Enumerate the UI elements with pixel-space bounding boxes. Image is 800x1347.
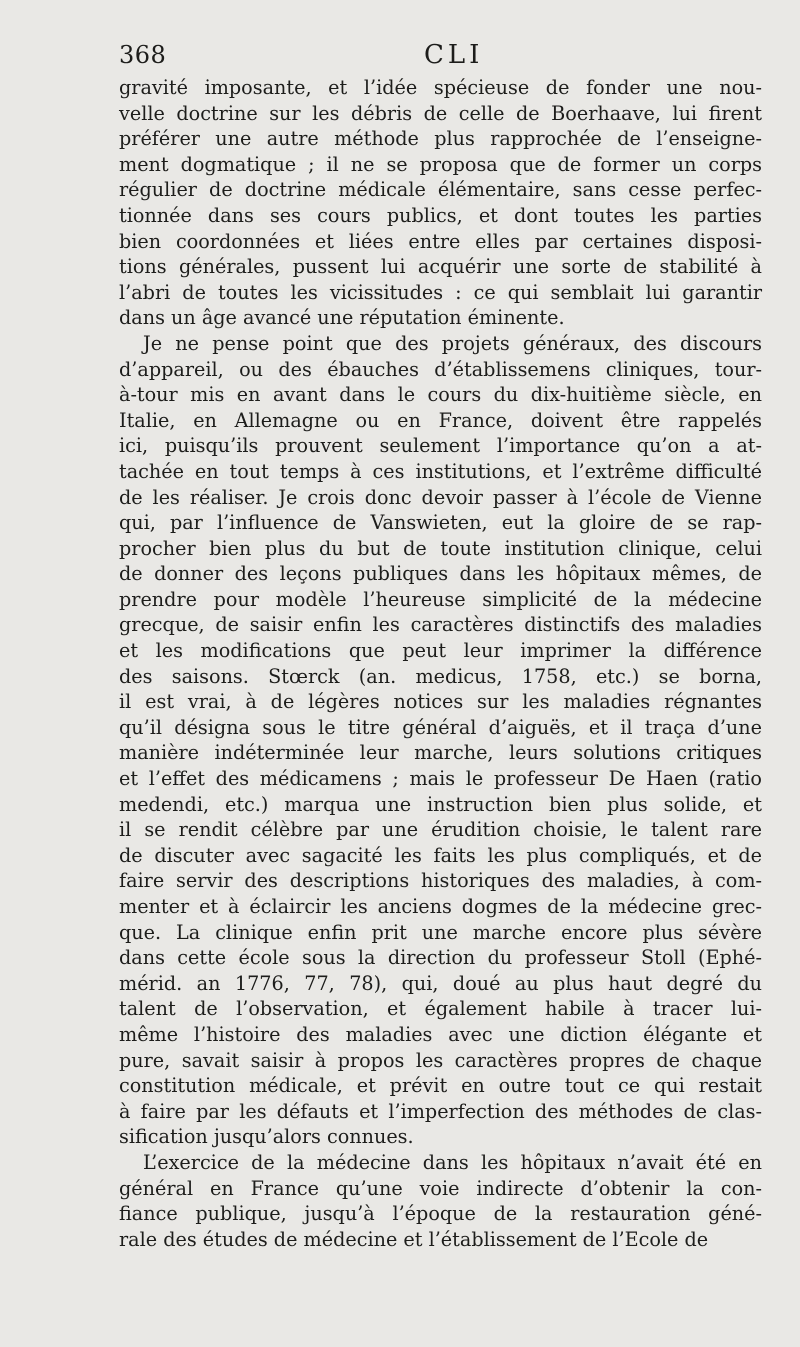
text-line: bien coordonnées et liées entre elles par certaines disposi- — [119, 229, 762, 253]
text-line: d’appareil, ou des ébauches d’établissemens cliniques, tour- — [119, 357, 762, 381]
text-line: dans cette école sous la direction du professeur Stoll (Ephé- — [119, 946, 762, 970]
text-line: ici, puisqu’ils prouvent seulement l’importance qu’on a at- — [119, 434, 762, 458]
text-line: manière indéterminée leur marche, leurs solutions critiques — [119, 741, 762, 765]
text-line: tions générales, pussent lui acquérir une sorte de stabilité à — [119, 255, 762, 279]
text-line: l’abri de toutes les vicissitudes : ce qui semblait lui garantir — [119, 280, 762, 304]
text-line: medendi, etc.) marqua une instruction bien plus solide, et — [119, 792, 762, 816]
text-line: de les réaliser. Je crois donc devoir passer à l’école de Vienne — [119, 485, 762, 509]
text-line: et les modifications que peut leur imprimer la différence — [119, 639, 762, 663]
text-line: prendre pour modèle l’heureuse simplicité de la médecine — [119, 587, 762, 611]
paragraph — [119, 75, 762, 331]
text-line: qu’il désigna sous le titre général d’aiguës, et il traça d’une — [119, 715, 762, 739]
text-line: il est vrai, à de légères notices sur les maladies régnantes — [119, 690, 762, 714]
text-line: que. La clinique enfin prit une marche encore plus sévère — [119, 920, 762, 944]
text-line: fiance publique, jusqu’à l’époque de la restauration géné- — [119, 1202, 762, 1226]
paragraph — [119, 1150, 762, 1252]
text-line: Italie, en Allemagne ou en France, doivent être rappelés — [119, 408, 762, 432]
text-line: dans un âge avancé une réputation éminente. — [119, 306, 565, 330]
text-line: de discuter avec sagacité les faits les plus compliqués, et de — [119, 843, 762, 867]
text-line: talent de l’observation, et également habile à tracer lui- — [119, 997, 762, 1021]
text-line: qui, par l’influence de Vanswieten, eut la gloire de se rap- — [119, 511, 762, 535]
text-line: ment dogmatique ; il ne se proposa que de former un corps — [119, 152, 762, 176]
text-line: tachée en tout temps à ces institutions, et l’extrême difficulté — [119, 459, 762, 483]
text-line: Je ne pense point que des projets généraux, des discours — [143, 331, 762, 355]
body-text — [119, 75, 762, 1252]
text-line: gravité imposante, et l’idée spécieuse de fonder une nou- — [119, 76, 762, 99]
text-line: menter et à éclaircir les anciens dogmes de la médecine grec- — [119, 895, 762, 918]
text-line: même l’histoire des maladies avec une diction élégante et — [119, 1022, 762, 1046]
text-line: sification jusqu’alors connues. — [119, 1125, 414, 1149]
text-line: général en France qu’une voie indirecte d’obtenir la con- — [119, 1176, 762, 1200]
text-line: L’exercice de la médecine dans les hôpitaux n’avait été en — [143, 1150, 762, 1174]
text-line: mérid. an 1776, 77, 78), qui, doué au plus haut degré du — [119, 971, 762, 995]
text-line: et l’effet des médicamens ; mais le professeur De Haen (ratio — [119, 767, 762, 791]
text-line: à-tour mis en avant dans le cours du dix-huitième siècle, en — [119, 383, 762, 407]
text-line: de donner des leçons publiques dans les hôpitaux mêmes, de — [119, 562, 762, 586]
text-line: pure, savait saisir à propos les caractères propres de chaque — [119, 1048, 762, 1072]
text-line: tionnée dans ses cours publics, et dont toutes les parties — [119, 203, 762, 227]
text-line: procher bien plus du but de toute institution clinique, celui — [119, 536, 762, 560]
text-line: grecque, de saisir enfin les caractères distinctifs des maladies — [119, 613, 762, 637]
text-line: velle doctrine sur les débris de celle de Boerhaave, lui firent — [119, 101, 762, 125]
text-line: des saisons. Stœrck (an. medicus, 1758, etc.) se borna, — [119, 664, 762, 688]
text-line: il se rendit célèbre par une érudition choisie, le talent rare — [119, 818, 762, 842]
text-line: régulier de doctrine médicale élémentaire, sans cesse perfec- — [119, 178, 762, 202]
text-line: constitution médicale, et prévit en outre tout ce qui restait — [119, 1074, 762, 1098]
page-number: 368 — [119, 41, 167, 69]
paragraph — [119, 331, 762, 1150]
text-line: faire servir des descriptions historiques des maladies, à com- — [119, 869, 762, 893]
text-line: à faire par les défauts et l’imperfection des méthodes de clas- — [119, 1099, 762, 1123]
running-head: CLI — [424, 40, 484, 70]
page-header — [119, 40, 762, 70]
text-line: préférer une autre méthode plus rapprochée de l’enseigne- — [119, 127, 762, 151]
text-line: rale des études de médecine et l’établissement de l’Ecole de — [119, 1227, 709, 1251]
